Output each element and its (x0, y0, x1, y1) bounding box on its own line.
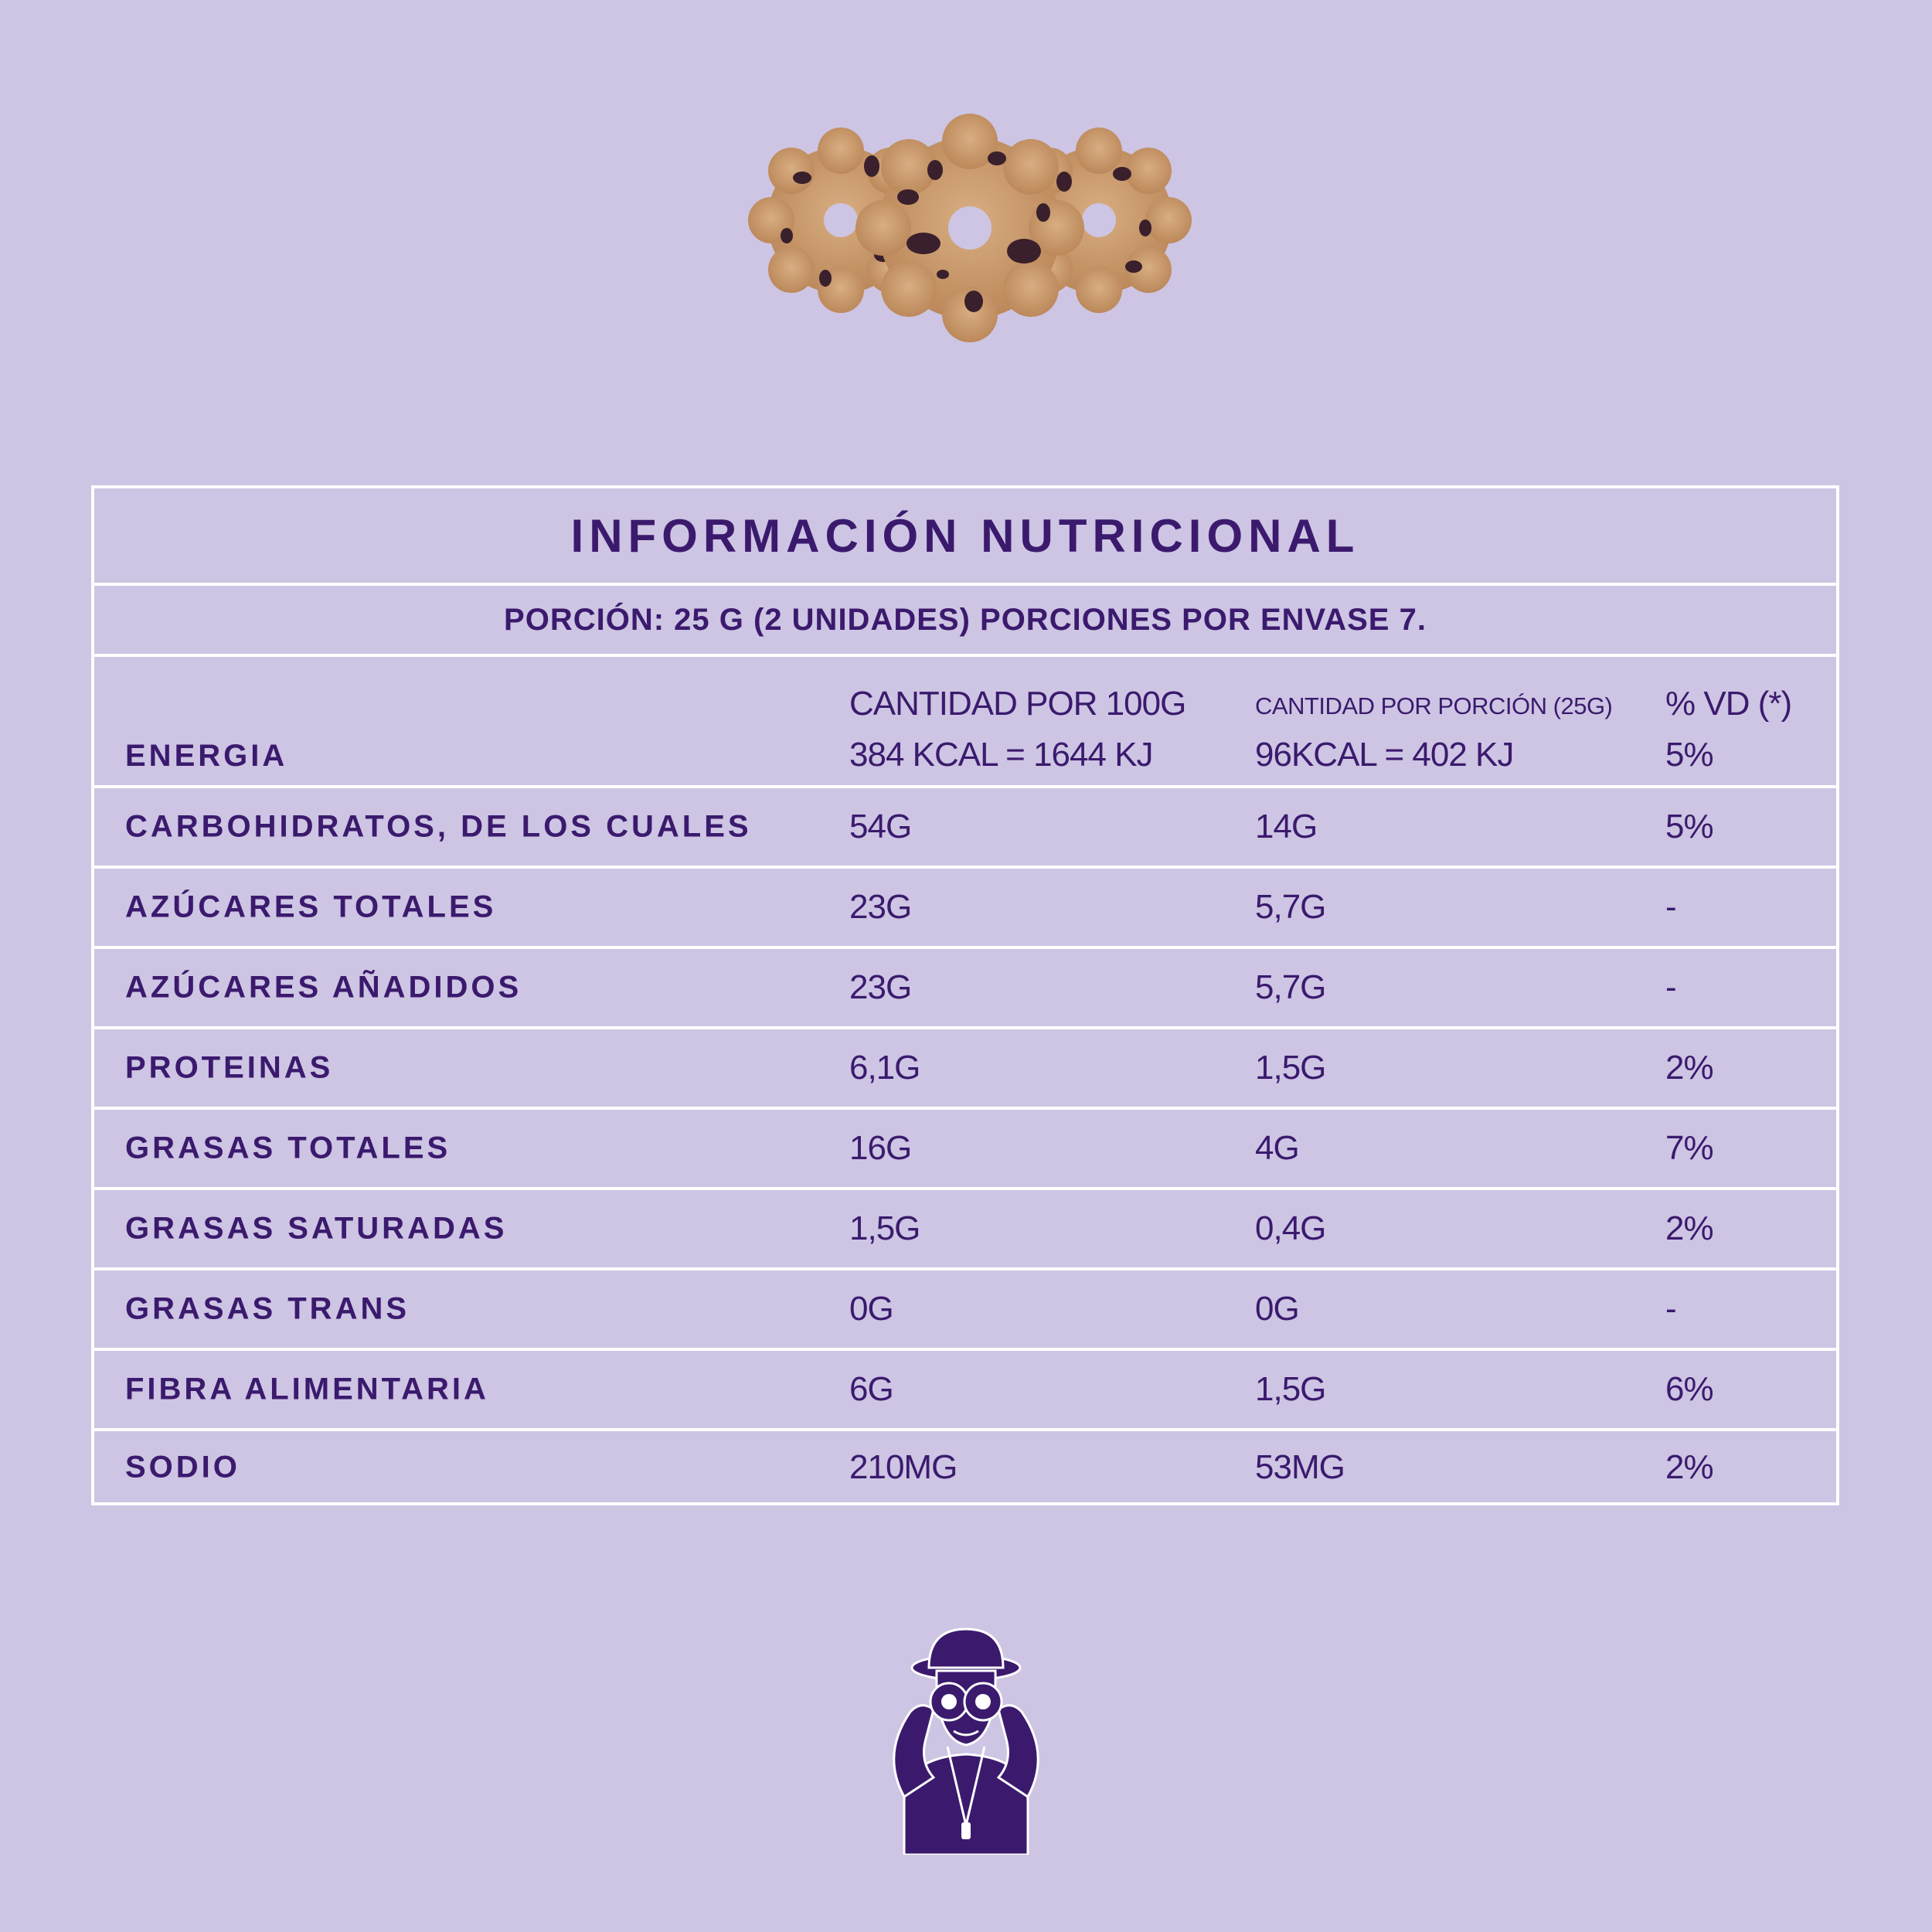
nutrient-label: SODIO (125, 1450, 240, 1485)
nutrient-vd: 6% (1665, 1370, 1713, 1408)
nutrient-label: GRASAS TRANS (125, 1291, 410, 1326)
title-row (94, 488, 1836, 586)
table-row (94, 949, 1836, 1029)
column-header-per-100g: CANTIDAD POR 100G (849, 685, 1186, 723)
column-header-per-portion: CANTIDAD POR PORCIÓN (25G) (1255, 692, 1613, 719)
nutrient-vd: - (1665, 1290, 1676, 1328)
nutrient-label: GRASAS TOTALES (125, 1131, 451, 1165)
mascot-binoculars-icon (873, 1623, 1059, 1855)
nutrient-label: GRASAS SATURADAS (125, 1211, 508, 1246)
table-row (94, 1110, 1836, 1190)
energy-header-row (94, 657, 1836, 788)
table-row (94, 1190, 1836, 1270)
nutrient-label: PROTEINAS (125, 1050, 334, 1085)
table-row (94, 788, 1836, 869)
nutrient-label: FIBRA ALIMENTARIA (125, 1372, 489, 1406)
nutrient-per-portion: 1,5G (1255, 1049, 1326, 1087)
nutrition-table (91, 485, 1839, 1505)
nutrient-label: AZÚCARES AÑADIDOS (125, 970, 522, 1005)
nutrient-vd: 2% (1665, 1049, 1713, 1087)
nutrient-vd: 2% (1665, 1448, 1713, 1486)
nutrient-per-portion: 0G (1255, 1290, 1299, 1328)
nutrient-per-100g: 23G (849, 968, 912, 1006)
nutrient-per-100g: 210MG (849, 1448, 957, 1486)
column-header-vd: % VD (*) (1665, 685, 1792, 723)
nutrient-vd: 7% (1665, 1129, 1713, 1167)
table-row (94, 869, 1836, 949)
table-row (94, 1431, 1836, 1504)
nutrient-per-100g: 1,5G (849, 1209, 920, 1247)
nutrient-per-100g: 6G (849, 1370, 893, 1408)
table-row (94, 1351, 1836, 1431)
nutrient-per-portion: 5,7G (1255, 888, 1326, 926)
nutrient-per-portion: 5,7G (1255, 968, 1326, 1006)
nutrient-per-portion: 0,4G (1255, 1209, 1326, 1247)
nutrient-per-100g: 16G (849, 1129, 912, 1167)
nutrient-per-portion: 4G (1255, 1129, 1299, 1167)
cookies-image (742, 104, 1198, 352)
table-row (94, 1029, 1836, 1110)
table-title: INFORMACIÓN NUTRICIONAL (570, 509, 1360, 562)
energy-label: ENERGIA (125, 739, 288, 773)
energy-per-100g: 384 KCAL = 1644 KJ (849, 736, 1153, 774)
energy-per-portion: 96KCAL = 402 KJ (1255, 736, 1514, 774)
nutrient-vd: - (1665, 888, 1676, 926)
nutrient-per-100g: 23G (849, 888, 912, 926)
nutrient-vd: 2% (1665, 1209, 1713, 1247)
nutrient-vd: - (1665, 968, 1676, 1006)
nutrient-per-portion: 53MG (1255, 1448, 1345, 1486)
nutrient-per-portion: 1,5G (1255, 1370, 1326, 1408)
nutrient-per-100g: 54G (849, 808, 912, 845)
nutrient-per-100g: 0G (849, 1290, 893, 1328)
portion-row (94, 586, 1836, 657)
table-row (94, 1270, 1836, 1351)
nutrient-per-100g: 6,1G (849, 1049, 920, 1087)
nutrient-label: AZÚCARES TOTALES (125, 889, 497, 924)
portion-info: PORCIÓN: 25 G (2 UNIDADES) PORCIONES POR ENVASE 7. (504, 602, 1427, 637)
nutrient-vd: 5% (1665, 808, 1713, 845)
nutrient-per-portion: 14G (1255, 808, 1318, 845)
energy-vd: 5% (1665, 736, 1713, 774)
nutrient-label: CARBOHIDRATOS, DE LOS CUALES (125, 809, 752, 844)
